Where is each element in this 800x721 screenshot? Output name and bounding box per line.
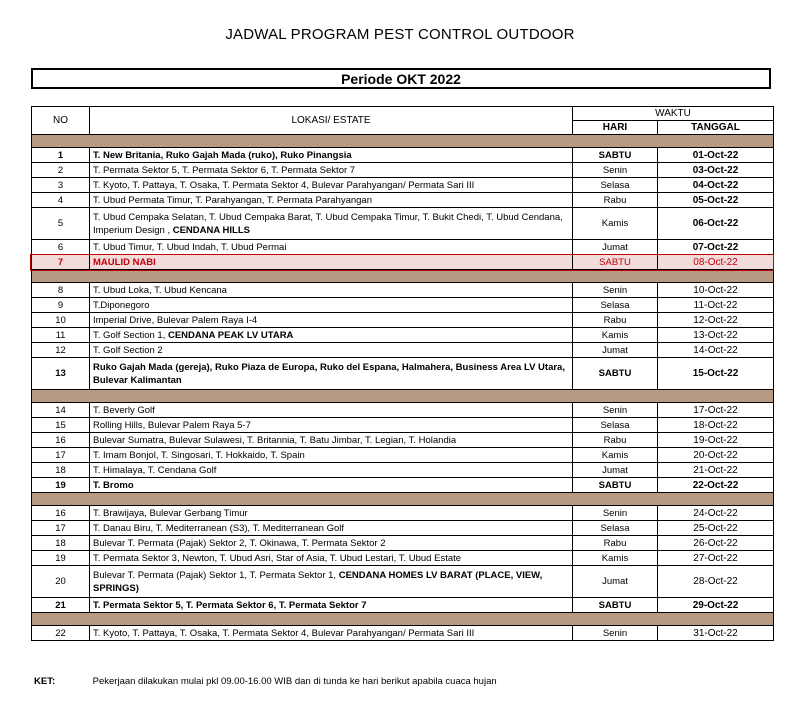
separator-cell xyxy=(32,135,774,148)
row-number: 18 xyxy=(32,463,90,478)
row-location xyxy=(90,298,573,313)
schedule-table xyxy=(31,106,774,641)
row-day: Selasa xyxy=(573,298,658,313)
row-location xyxy=(90,313,573,328)
row-day: Jumat xyxy=(573,566,658,598)
separator-cell xyxy=(32,613,774,626)
note-label: KET: xyxy=(34,676,56,687)
row-date: 29-Oct-22 xyxy=(658,598,774,613)
row-date: 26-Oct-22 xyxy=(658,536,774,551)
row-location xyxy=(90,418,573,433)
row-number: 2 xyxy=(32,163,90,178)
row-location xyxy=(90,403,573,418)
row-date: 27-Oct-22 xyxy=(658,551,774,566)
row-date: 10-Oct-22 xyxy=(658,283,774,298)
row-date: 01-Oct-22 xyxy=(658,148,774,163)
row-day: Senin xyxy=(573,506,658,521)
row-day: Jumat xyxy=(573,343,658,358)
row-location xyxy=(90,163,573,178)
note-text: Pekerjaan dilakukan mulai pkl 09.00-16.00 WIB dan di tunda ke hari berikut apabila cuaca hujan xyxy=(92,676,497,687)
row-day: Kamis xyxy=(573,328,658,343)
schedule-row xyxy=(32,208,774,240)
row-date: 12-Oct-22 xyxy=(658,313,774,328)
row-number: 5 xyxy=(32,208,90,240)
row-date: 05-Oct-22 xyxy=(658,193,774,208)
row-number: 19 xyxy=(32,551,90,566)
row-date: 24-Oct-22 xyxy=(658,506,774,521)
separator-cell xyxy=(32,390,774,403)
row-number: 15 xyxy=(32,418,90,433)
note xyxy=(34,676,497,687)
row-day: Senin xyxy=(573,403,658,418)
schedule-row xyxy=(32,598,774,613)
schedule-row xyxy=(32,536,774,551)
row-day: Kamis xyxy=(573,551,658,566)
row-number: 21 xyxy=(32,598,90,613)
row-date: 06-Oct-22 xyxy=(658,208,774,240)
row-location xyxy=(90,358,573,390)
document-title: JADWAL PROGRAM PEST CONTROL OUTDOOR xyxy=(225,26,575,43)
row-location xyxy=(90,551,573,566)
row-day: Rabu xyxy=(573,536,658,551)
location-text: T. Golf Section 2 xyxy=(93,344,163,356)
schedule-row xyxy=(32,283,774,298)
row-number: 11 xyxy=(32,328,90,343)
row-location xyxy=(90,178,573,193)
week-separator-row xyxy=(32,613,774,626)
row-date: 13-Oct-22 xyxy=(658,328,774,343)
row-date: 21-Oct-22 xyxy=(658,463,774,478)
location-text: T. Ubud Timur, T. Ubud Indah, T. Ubud Permai xyxy=(93,241,287,253)
row-number: 8 xyxy=(32,283,90,298)
row-date: 25-Oct-22 xyxy=(658,521,774,536)
location-text: T. Golf Section 1, xyxy=(93,329,168,341)
row-number: 12 xyxy=(32,343,90,358)
schedule-row xyxy=(32,433,774,448)
row-number: 9 xyxy=(32,298,90,313)
row-day: Selasa xyxy=(573,418,658,433)
location-text: Bulevar Sumatra, Bulevar Sulawesi, T. Britannia, T. Batu Jimbar, T. Legian, T. Holandia xyxy=(93,434,457,446)
row-date: 08-Oct-22 xyxy=(658,255,774,270)
row-number: 7 xyxy=(32,255,90,270)
row-number: 20 xyxy=(32,566,90,598)
schedule-row xyxy=(32,403,774,418)
row-date: 19-Oct-22 xyxy=(658,433,774,448)
row-day: Jumat xyxy=(573,463,658,478)
row-day: Senin xyxy=(573,283,658,298)
row-date: 17-Oct-22 xyxy=(658,403,774,418)
location-bold-text: CENDANA PEAK LV UTARA xyxy=(167,329,294,341)
location-text: Bulevar T. Permata (Pajak) Sektor 2, T. Okinawa, T. Permata Sektor 2 xyxy=(93,537,386,549)
row-date: 03-Oct-22 xyxy=(658,163,774,178)
schedule-body xyxy=(32,135,774,641)
row-day: SABTU xyxy=(573,478,658,493)
row-location xyxy=(90,283,573,298)
schedule-row xyxy=(32,328,774,343)
schedule-row xyxy=(32,448,774,463)
row-day: Senin xyxy=(573,163,658,178)
row-date: 22-Oct-22 xyxy=(658,478,774,493)
row-day: Senin xyxy=(573,626,658,641)
location-text: T. Ubud Permata Timur, T. Parahyangan, T. Permata Parahyangan xyxy=(93,194,372,206)
header-no: NO xyxy=(32,107,90,135)
row-date: 31-Oct-22 xyxy=(658,626,774,641)
schedule-row xyxy=(32,313,774,328)
row-day: Kamis xyxy=(573,448,658,463)
location-text: T. Permata Sektor 5, T. Permata Sektor 6, T. Permata Sektor 7 xyxy=(93,164,356,176)
row-number: 6 xyxy=(32,240,90,255)
row-day: Rabu xyxy=(573,433,658,448)
week-separator-row xyxy=(32,390,774,403)
row-day: SABTU xyxy=(573,148,658,163)
schedule-row xyxy=(32,343,774,358)
location-text: T. Kyoto, T. Pattaya, T. Osaka, T. Permata Sektor 4, Bulevar Parahyangan/ Permata Sari III xyxy=(93,627,475,639)
row-number: 4 xyxy=(32,193,90,208)
header-lokasi: LOKASI/ ESTATE xyxy=(90,107,573,135)
schedule-row xyxy=(32,193,774,208)
separator-cell xyxy=(32,270,774,283)
schedule-row xyxy=(32,240,774,255)
location-text: T. Brawijaya, Bulevar Gerbang Timur xyxy=(93,507,248,519)
row-date: 28-Oct-22 xyxy=(658,566,774,598)
schedule-row xyxy=(32,418,774,433)
location-text: T. New Britania, Ruko Gajah Mada (ruko), Ruko Pinangsia xyxy=(93,149,352,161)
schedule-row xyxy=(32,566,774,598)
row-number: 18 xyxy=(32,536,90,551)
schedule-row xyxy=(32,506,774,521)
row-date: 07-Oct-22 xyxy=(658,240,774,255)
row-day: SABTU xyxy=(573,598,658,613)
row-number: 17 xyxy=(32,448,90,463)
row-date: 14-Oct-22 xyxy=(658,343,774,358)
location-text: T. Himalaya, T. Cendana Golf xyxy=(93,464,217,476)
row-date: 15-Oct-22 xyxy=(658,358,774,390)
schedule-row xyxy=(32,478,774,493)
location-text: T. Danau Biru, T. Mediterranean (S3), T. Mediterranean Golf xyxy=(93,522,344,534)
row-number: 19 xyxy=(32,478,90,493)
location-text: T. Ubud Loka, T. Ubud Kencana xyxy=(93,284,227,296)
schedule-row xyxy=(32,551,774,566)
row-date: 20-Oct-22 xyxy=(658,448,774,463)
row-location xyxy=(90,536,573,551)
schedule-row xyxy=(32,463,774,478)
schedule-row xyxy=(32,358,774,390)
location-text: T. Kyoto, T. Pattaya, T. Osaka, T. Permata Sektor 4, Bulevar Parahyangan/ Permata Sari III xyxy=(93,179,475,191)
location-text: T. Permata Sektor 3, Newton, T. Ubud Asri, Star of Asia, T. Ubud Lestari, T. Ubud Estate xyxy=(93,552,462,564)
location-bold-text: CENDANA HILLS xyxy=(172,224,250,236)
row-location xyxy=(90,193,573,208)
row-location xyxy=(90,598,573,613)
holiday-row xyxy=(32,255,774,270)
row-location xyxy=(90,240,573,255)
location-text: T. Imam Bonjol, T. Singosari, T. Hokkaido, T. Spain xyxy=(93,449,305,461)
location-text: Bulevar T. Permata (Pajak) Sektor 1, T. Permata Sektor 1, xyxy=(93,569,339,581)
row-day: Selasa xyxy=(573,521,658,536)
row-day: Jumat xyxy=(573,240,658,255)
location-text: T. Permata Sektor 5, T. Permata Sektor 6, T. Permata Sektor 7 xyxy=(93,599,367,611)
row-number: 14 xyxy=(32,403,90,418)
schedule-row xyxy=(32,148,774,163)
header-tanggal: TANGGAL xyxy=(658,121,774,135)
row-location xyxy=(90,448,573,463)
location-text: Ruko Gajah Mada (gereja), Ruko Piaza de Europa, Ruko del Espana, Halmahera, Business Area LV Utara, Bulevar Kalimantan xyxy=(93,361,565,386)
location-text: T. Ubud Cempaka Selatan, T. Ubud Cempaka Barat, T. Ubud Cempaka Timur, T. Bukit Chedi, T. Ubud Cendana, Imperium Design , xyxy=(93,211,563,236)
row-day: SABTU xyxy=(573,255,658,270)
separator-cell xyxy=(32,493,774,506)
row-location xyxy=(90,208,573,240)
location-text: Imperial Drive, Bulevar Palem Raya I-4 xyxy=(93,314,258,326)
location-text: T. Bromo xyxy=(93,479,134,491)
header-waktu: WAKTU xyxy=(573,107,774,121)
location-text: T. Beverly Golf xyxy=(93,404,155,416)
row-location xyxy=(90,566,573,598)
row-location xyxy=(90,478,573,493)
row-location xyxy=(90,148,573,163)
location-bold-text: CENDANA HOMES LV BARAT (PLACE, VIEW, SPRINGS) xyxy=(93,569,543,594)
period-header: Periode OKT 2022 xyxy=(31,68,771,89)
row-location xyxy=(90,255,573,270)
week-separator-row xyxy=(32,270,774,283)
row-day: Selasa xyxy=(573,178,658,193)
location-text: T.Diponegoro xyxy=(93,299,150,311)
week-separator-row xyxy=(32,493,774,506)
row-location xyxy=(90,328,573,343)
row-location xyxy=(90,506,573,521)
row-number: 17 xyxy=(32,521,90,536)
row-number: 3 xyxy=(32,178,90,193)
location-text: MAULID NABI xyxy=(93,256,156,268)
schedule-row xyxy=(32,178,774,193)
row-location xyxy=(90,343,573,358)
schedule-row xyxy=(32,626,774,641)
row-number: 10 xyxy=(32,313,90,328)
row-day: Rabu xyxy=(573,193,658,208)
schedule-row xyxy=(32,163,774,178)
row-location xyxy=(90,433,573,448)
row-number: 13 xyxy=(32,358,90,390)
schedule-row xyxy=(32,298,774,313)
row-date: 04-Oct-22 xyxy=(658,178,774,193)
header-hari: HARI xyxy=(573,121,658,135)
location-text: Rolling Hills, Bulevar Palem Raya 5-7 xyxy=(93,419,251,431)
row-location xyxy=(90,521,573,536)
row-number: 16 xyxy=(32,433,90,448)
row-location xyxy=(90,626,573,641)
row-date: 18-Oct-22 xyxy=(658,418,774,433)
row-number: 16 xyxy=(32,506,90,521)
row-date: 11-Oct-22 xyxy=(658,298,774,313)
row-day: Kamis xyxy=(573,208,658,240)
week-separator-row xyxy=(32,135,774,148)
row-number: 22 xyxy=(32,626,90,641)
row-day: Rabu xyxy=(573,313,658,328)
row-day: SABTU xyxy=(573,358,658,390)
row-number: 1 xyxy=(32,148,90,163)
schedule-row xyxy=(32,521,774,536)
row-location xyxy=(90,463,573,478)
